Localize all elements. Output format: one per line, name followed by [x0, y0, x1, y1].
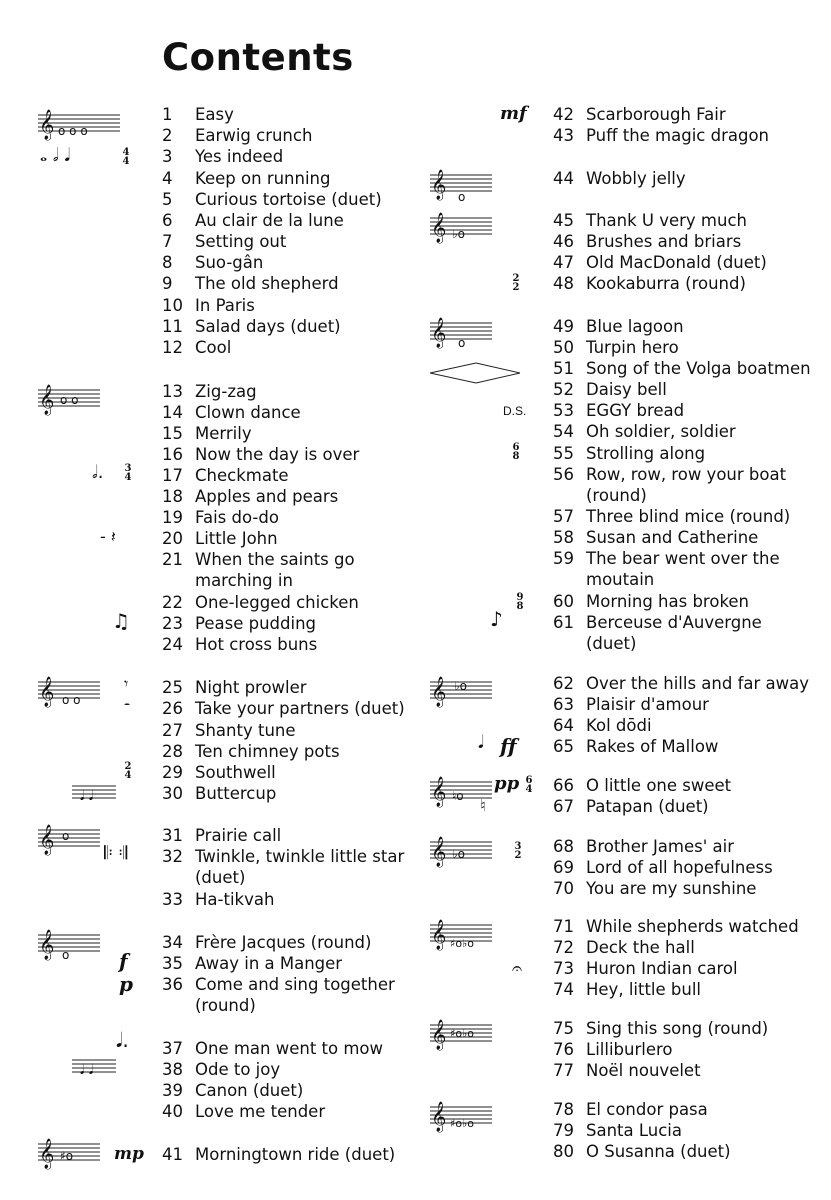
tied-notes-icon [72, 1054, 118, 1080]
quarter-note-icon: 𝅘𝅥 [478, 732, 484, 753]
item-title: O Susanna (duet) [586, 1142, 731, 1161]
item-number: 10 [162, 296, 183, 315]
item-number: 58 [553, 528, 574, 547]
item-title: Scarborough Fair [586, 105, 726, 124]
dynamic-marking: mp [114, 1144, 144, 1164]
svg-text:𝄞: 𝄞 [431, 213, 447, 243]
item-title-continuation: (round) [586, 486, 647, 505]
item-number: 32 [162, 847, 183, 866]
item-title: Suo-gân [195, 253, 264, 272]
dynamic-marking: f [119, 949, 128, 973]
staff-icon [430, 915, 494, 949]
natural-sign-icon: ♮ [480, 796, 486, 815]
item-title: Brushes and briars [586, 232, 742, 251]
item-number: 48 [553, 274, 574, 293]
svg-text:𝄞: 𝄞 [431, 318, 447, 348]
item-number: 67 [553, 797, 574, 816]
staff-icon [430, 1097, 494, 1131]
item-title: Sing this song (round) [586, 1019, 769, 1038]
item-number: 72 [553, 938, 574, 957]
item-number: 4 [162, 169, 173, 188]
item-title: Patapan (duet) [586, 797, 709, 816]
item-number: 35 [162, 954, 183, 973]
staff-icon [430, 1015, 494, 1049]
staff-icon [430, 672, 494, 706]
item-title: Lilliburlero [586, 1040, 673, 1059]
item-number: 64 [553, 716, 574, 735]
item-title: Old MacDonald (duet) [586, 253, 767, 272]
rest-icon: - 𝄽 [100, 527, 116, 546]
item-title: Plaisir d'amour [586, 695, 709, 714]
svg-text:𝄞: 𝄞 [431, 677, 447, 707]
item-title: Ode to joy [195, 1060, 281, 1079]
dotted-quarter-note-icon: 𝅘𝅥. [116, 1028, 129, 1052]
rest-icon: 𝄾 [124, 674, 129, 693]
time-signature: 9 8 [516, 592, 524, 612]
dynamic-marking: pp [494, 773, 520, 794]
repeat-signs-icon: 𝄆 𝄇 [104, 843, 128, 864]
staff-icon [430, 832, 494, 866]
item-number: 25 [162, 678, 183, 697]
svg-text:♯o♭o: ♯o♭o [450, 937, 474, 950]
item-number: 46 [553, 232, 574, 251]
item-title: Au clair de la lune [195, 211, 344, 230]
item-number: 17 [162, 466, 183, 485]
item-number: 7 [162, 232, 173, 251]
item-title: Night prowler [195, 678, 307, 697]
item-number: 78 [553, 1100, 574, 1119]
time-signature: 2 2 [512, 273, 520, 293]
item-number: 26 [162, 699, 183, 718]
item-title: Oh soldier, soldier [586, 422, 736, 441]
svg-text:♮o: ♮o [452, 789, 464, 803]
item-number: 2 [162, 126, 173, 145]
staff-icon [430, 165, 494, 204]
item-number: 8 [162, 253, 173, 272]
item-number: 3 [162, 147, 173, 166]
item-title: One man went to mow [195, 1039, 384, 1058]
item-title: The old shepherd [195, 274, 339, 293]
tied-notes-icon [72, 780, 118, 806]
item-title: Curious tortoise (duet) [195, 190, 382, 209]
item-title: Easy [195, 105, 234, 124]
item-title-continuation: (duet) [586, 634, 637, 653]
item-title: Morningtown ride (duet) [195, 1145, 396, 1164]
time-signature: 4 4 [122, 147, 130, 167]
time-signature: 6 4 [525, 775, 533, 795]
item-number: 40 [162, 1102, 183, 1121]
svg-text:𝄞: 𝄞 [39, 677, 55, 707]
item-title: Zig-zag [195, 382, 257, 401]
item-number: 59 [553, 549, 574, 568]
item-title: Prairie call [195, 826, 282, 845]
item-title: Three blind mice (round) [586, 507, 791, 526]
item-title-continuation: (round) [195, 996, 256, 1015]
item-title: Now the day is over [195, 445, 360, 464]
item-number: 21 [162, 550, 183, 569]
item-number: 45 [553, 211, 574, 230]
svg-text:o o: o o [60, 393, 79, 407]
item-title: The bear went over the [586, 549, 780, 568]
svg-text:𝄞: 𝄞 [431, 1102, 447, 1132]
item-title: You are my sunshine [586, 879, 757, 898]
staff-icon [38, 925, 102, 961]
staff-icon [38, 1134, 102, 1168]
item-title: Song of the Volga boatmen [586, 359, 811, 378]
item-number: 65 [553, 737, 574, 756]
dynamic-marking: ff [500, 734, 517, 758]
svg-text:𝄞: 𝄞 [39, 930, 55, 960]
item-number: 79 [553, 1121, 574, 1140]
svg-text:o: o [62, 948, 70, 962]
time-signature: 2 4 [124, 761, 132, 781]
item-number: 24 [162, 635, 183, 654]
item-title: Susan and Catherine [586, 528, 759, 547]
item-number: 69 [553, 858, 574, 877]
svg-text:o: o [458, 190, 466, 204]
svg-text:𝅘𝅥 𝅘𝅥: 𝅘𝅥 𝅘𝅥 [80, 788, 94, 804]
rest-icon: 𝄼 [124, 696, 131, 715]
time-signature: 6 8 [512, 442, 520, 462]
item-title: Southwell [195, 763, 276, 782]
item-number: 44 [553, 169, 574, 188]
svg-text:𝄞: 𝄞 [39, 110, 55, 140]
svg-text:𝄞: 𝄞 [39, 1139, 55, 1169]
svg-text:♭o: ♭o [454, 679, 468, 693]
item-number: 5 [162, 190, 173, 209]
svg-text:♭o: ♭o [452, 847, 466, 861]
item-number: 19 [162, 508, 183, 527]
svg-text:♯o♭o: ♯o♭o [450, 1117, 474, 1130]
item-title: One-legged chicken [195, 593, 359, 612]
item-title: When the saints go [195, 550, 355, 569]
item-number: 76 [553, 1040, 574, 1059]
time-signature: 3 2 [514, 841, 522, 861]
item-number: 77 [553, 1061, 574, 1080]
item-number: 53 [553, 401, 574, 420]
item-title: Shanty tune [195, 721, 296, 740]
item-title: Lord of all hopefulness [586, 858, 773, 877]
svg-text:𝅘𝅥 𝅘𝅥: 𝅘𝅥 𝅘𝅥 [80, 1062, 94, 1078]
item-number: 56 [553, 465, 574, 484]
item-number: 20 [162, 529, 183, 548]
item-title-continuation: (duet) [195, 868, 246, 887]
item-title: Away in a Manger [195, 954, 343, 973]
item-title: Rakes of Mallow [586, 737, 719, 756]
item-number: 28 [162, 742, 183, 761]
item-title: While shepherds watched [586, 917, 799, 936]
item-number: 29 [162, 763, 183, 782]
item-title: Ha-tikvah [195, 890, 275, 909]
item-number: 14 [162, 403, 183, 422]
item-number: 51 [553, 359, 574, 378]
item-title: Twinkle, twinkle little star [195, 847, 405, 866]
item-title: Kookaburra (round) [586, 274, 746, 293]
item-title-continuation: moutain [586, 570, 655, 589]
item-number: 52 [553, 380, 574, 399]
item-number: 30 [162, 784, 183, 803]
svg-text:𝄞: 𝄞 [431, 920, 447, 950]
staff-icon [430, 313, 494, 349]
item-number: 13 [162, 382, 183, 401]
staff-icon [38, 105, 122, 139]
item-title: Turpin hero [586, 338, 679, 357]
item-number: 33 [162, 890, 183, 909]
item-number: 55 [553, 444, 574, 463]
item-title: Take your partners (duet) [195, 699, 405, 718]
svg-text:o: o [62, 829, 70, 843]
item-title: Strolling along [586, 444, 706, 463]
item-number: 50 [553, 338, 574, 357]
item-number: 47 [553, 253, 574, 272]
item-title: El condor pasa [586, 1100, 708, 1119]
item-title: O little one sweet [586, 776, 732, 795]
item-number: 1 [162, 105, 173, 124]
item-number: 18 [162, 487, 183, 506]
item-title: Hot cross buns [195, 635, 318, 654]
svg-text:o o o: o o o [58, 124, 88, 138]
item-title: Brother James' air [586, 837, 735, 856]
item-title: Kol dōdi [586, 716, 652, 735]
dynamic-marking: mf [500, 103, 527, 124]
item-number: 9 [162, 274, 173, 293]
item-number: 68 [553, 837, 574, 856]
dal-segno-marking: D.S. [503, 404, 527, 418]
item-title: Row, row, row your boat [586, 465, 787, 484]
item-title: Hey, little bull [586, 980, 702, 999]
item-number: 43 [553, 126, 574, 145]
staff-icon [38, 820, 102, 854]
item-number: 16 [162, 445, 183, 464]
item-number: 73 [553, 959, 574, 978]
item-title: Over the hills and far away [586, 674, 810, 693]
staff-icon [38, 380, 102, 414]
item-number: 57 [553, 507, 574, 526]
hairpin-icon [430, 360, 522, 386]
svg-text:o o: o o [62, 693, 81, 707]
item-title: Ten chimney pots [195, 742, 340, 761]
item-title: Pease pudding [195, 614, 317, 633]
item-title: Huron Indian carol [586, 959, 738, 978]
svg-text:𝄞: 𝄞 [431, 1020, 447, 1050]
eighth-note-icon: ♪ [490, 607, 503, 631]
item-title: Yes indeed [195, 147, 284, 166]
item-title: Daisy bell [586, 380, 667, 399]
item-title: Deck the hall [586, 938, 695, 957]
item-number: 23 [162, 614, 183, 633]
fermata-icon: 𝄐 [512, 958, 523, 979]
item-number: 41 [162, 1145, 183, 1164]
dynamic-marking: p [119, 972, 133, 996]
item-title: Frère Jacques (round) [195, 933, 372, 952]
svg-text:𝄞: 𝄞 [39, 385, 55, 415]
item-number: 15 [162, 424, 183, 443]
svg-text:♭o: ♭o [452, 227, 466, 241]
item-title: Fais do-do [195, 508, 279, 527]
item-number: 38 [162, 1060, 183, 1079]
item-number: 62 [553, 674, 574, 693]
staff-icon [430, 208, 494, 242]
svg-text:𝄞: 𝄞 [431, 170, 447, 200]
item-number: 60 [553, 592, 574, 611]
item-title: Noël nouvelet [586, 1061, 701, 1080]
note-values-icon: 𝅝 𝅗𝅥 𝅘𝅥 [40, 145, 71, 166]
page-title: Contents [162, 36, 354, 79]
item-title: Salad days (duet) [195, 317, 341, 336]
item-title: Canon (duet) [195, 1081, 304, 1100]
item-number: 39 [162, 1081, 183, 1100]
item-title: Come and sing together [195, 975, 395, 994]
item-title: Cool [195, 338, 232, 357]
item-number: 34 [162, 933, 183, 952]
item-number: 31 [162, 826, 183, 845]
item-number: 54 [553, 422, 574, 441]
item-title: Merrily [195, 424, 252, 443]
item-title: In Paris [195, 296, 255, 315]
item-title: Buttercup [195, 784, 277, 803]
item-number: 22 [162, 593, 183, 612]
item-title: Earwig crunch [195, 126, 313, 145]
quaver-pair-icon: ♫ [112, 609, 130, 633]
svg-text:o: o [458, 336, 466, 350]
item-title: Thank U very much [586, 211, 747, 230]
item-number: 11 [162, 317, 183, 336]
item-number: 70 [553, 879, 574, 898]
svg-text:𝄞: 𝄞 [39, 825, 55, 855]
item-number: 61 [553, 613, 574, 632]
item-number: 71 [553, 917, 574, 936]
item-title: Santa Lucia [586, 1121, 682, 1140]
svg-text:♯o: ♯o [60, 1149, 74, 1163]
time-signature: 3 4 [124, 463, 132, 483]
svg-text:♯o♭o: ♯o♭o [450, 1027, 474, 1040]
item-title: Clown dance [195, 403, 301, 422]
item-number: 37 [162, 1039, 183, 1058]
item-title: Blue lagoon [586, 317, 684, 336]
item-title: EGGY bread [586, 401, 685, 420]
item-title: Keep on running [195, 169, 331, 188]
item-title: Morning has broken [586, 592, 750, 611]
item-number: 42 [553, 105, 574, 124]
item-number: 63 [553, 695, 574, 714]
item-title: Berceuse d'Auvergne [586, 613, 762, 632]
item-number: 66 [553, 776, 574, 795]
dotted-half-note-icon: 𝅗𝅥. [92, 462, 104, 483]
item-number: 49 [553, 317, 574, 336]
item-title: Apples and pears [195, 487, 339, 506]
item-title-continuation: marching in [195, 571, 293, 590]
svg-text:𝄞: 𝄞 [431, 777, 447, 807]
item-number: 80 [553, 1142, 574, 1161]
item-title: Little John [195, 529, 278, 548]
item-number: 12 [162, 338, 183, 357]
item-number: 6 [162, 211, 173, 230]
item-title: Love me tender [195, 1102, 326, 1121]
item-number: 75 [553, 1019, 574, 1038]
item-number: 36 [162, 975, 183, 994]
staff-icon [38, 672, 102, 708]
item-title: Setting out [195, 232, 287, 251]
item-number: 27 [162, 721, 183, 740]
svg-text:𝄞: 𝄞 [431, 837, 447, 867]
item-title: Checkmate [195, 466, 289, 485]
item-title: Puff the magic dragon [586, 126, 770, 145]
item-title: Wobbly jelly [586, 169, 686, 188]
item-number: 74 [553, 980, 574, 999]
